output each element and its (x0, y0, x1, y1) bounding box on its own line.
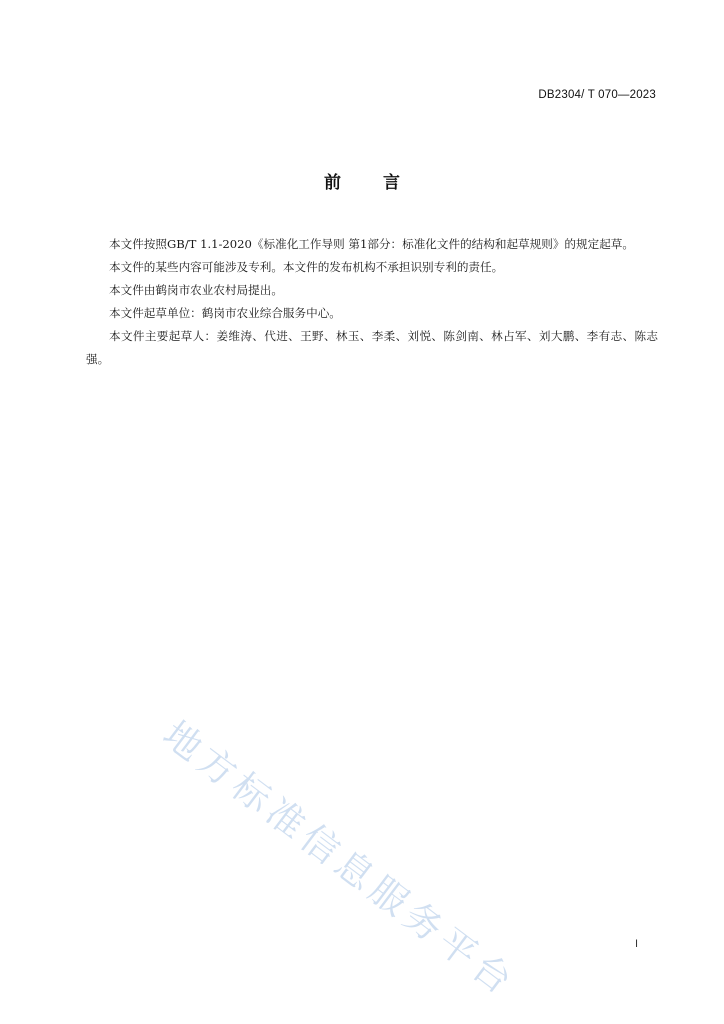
section-title (0, 168, 724, 193)
standard-code: DB2304/ T 070—2023 (538, 89, 656, 101)
title-char-1: 前 (324, 173, 341, 193)
paragraph-proposer: 本文件由鹤岗市农业农村局提出。 (109, 283, 283, 297)
foreword-body (86, 233, 658, 371)
paragraph-patent-notice: 本文件的某些内容可能涉及专利。本文件的发布机构不承担识别专利的责任。 (109, 260, 504, 274)
watermark: 地方标准信息服务平台 (154, 712, 525, 1006)
paragraph-drafters: 本文件主要起草人：姜维涛、代进、王野、林玉、李柔、刘悦、陈剑南、林占军、刘大鹏、李有志、陈志强。 (86, 329, 658, 366)
paragraph-drafting-basis: 本文件按照GB/T 1.1-2020《标准化工作导则 第1部分：标准化文件的结构和起草规则》的规定起草。 (109, 237, 634, 251)
paragraph-drafting-unit: 本文件起草单位：鹤岗市农业综合服务中心。 (109, 306, 341, 320)
page-number: I (634, 938, 638, 950)
title-char-2: 言 (383, 173, 400, 193)
